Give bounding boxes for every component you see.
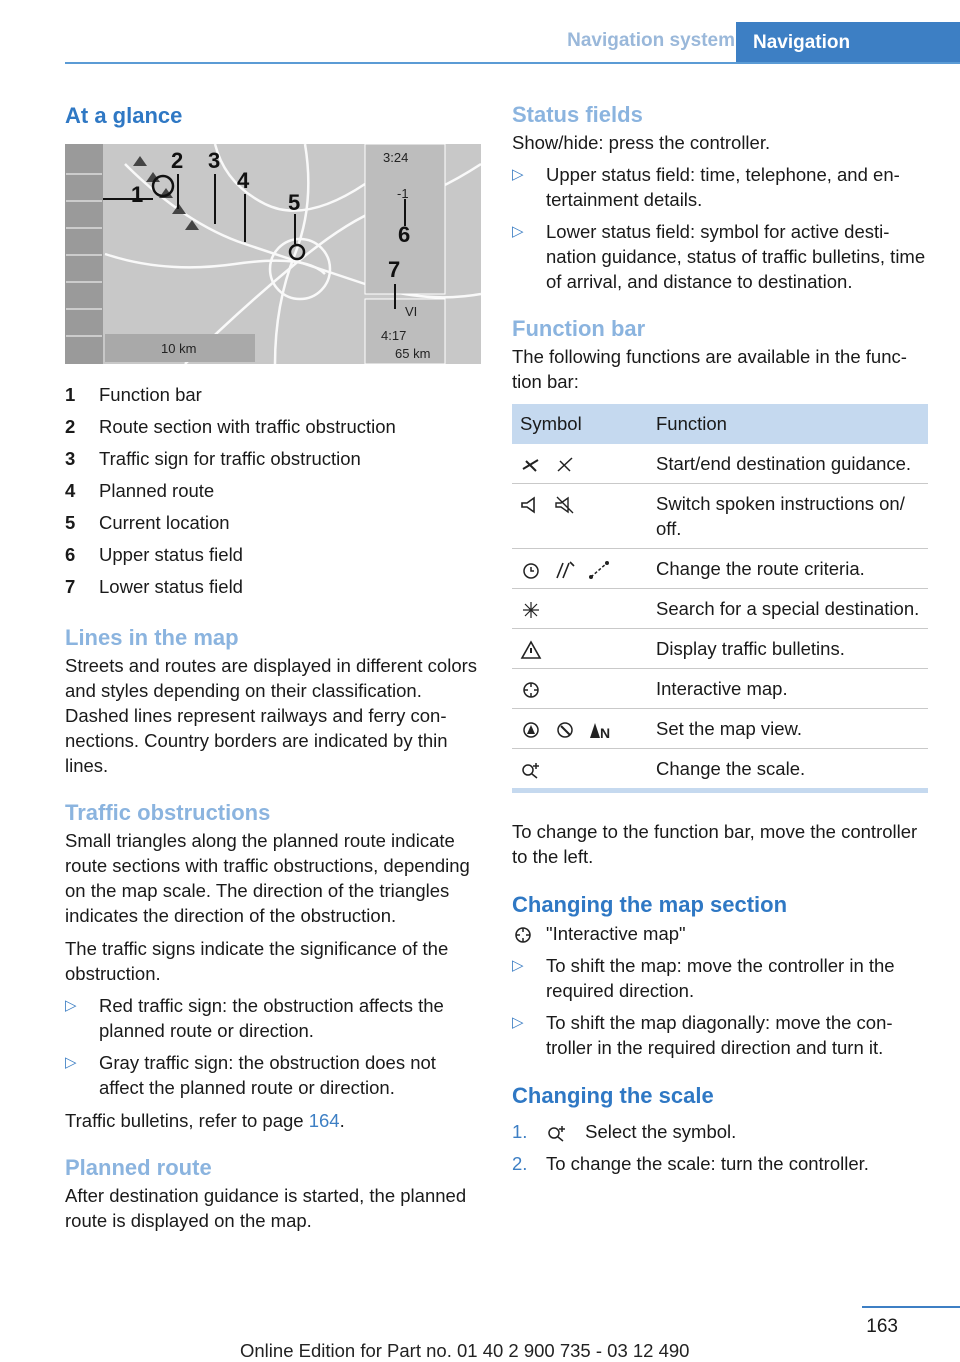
legend-item: 5 Current location [65,512,230,533]
traffic-text-1: Small triangles along the planned route indicate route sections with traffic obstructions, depending on the map scale. The direction of the triangles indicates the direction of the obstruction. [65,830,470,926]
traffic-text-2: The traffic signs indicate the significance of the obstruction. [65,938,449,984]
chapter-tab: Navigation [736,22,960,62]
zoom-icon [546,1123,568,1143]
warning-icon [520,640,542,660]
guidance-on-icon [520,455,542,475]
function-table [512,404,928,793]
bulletins-reference: Traffic bulletins, refer to page 164. [65,1110,345,1131]
page-link[interactable]: 164 [308,1110,340,1131]
map-level: -1 [397,186,409,201]
map-distance: 65 km [395,346,431,361]
map-legend [65,379,481,603]
map-vi: VI [405,304,418,319]
route-criteria-icon [554,560,576,580]
map-arrival: 4:17 [381,328,407,343]
change-function-bar-text: To change to the function bar, move the controller to the left. [512,821,918,867]
speaker-on-icon [520,495,542,515]
planned-route-text: After destination guidance is started, the planned route is displayed on the map. [65,1185,467,1231]
clock-icon [520,560,542,580]
footer-rule [862,1306,960,1308]
legend-item: 3 Traffic sign for traffic obstruction [65,448,361,469]
section-label: Navigation system [567,30,735,51]
callout-3: 3 [208,148,221,173]
perspective-icon [520,720,542,740]
bullet-item: ▷ Upper status field: time, telephone, and entertainment details. [512,164,900,210]
page-header [65,0,960,64]
legend-item: 1 Function bar [65,384,202,405]
zoom-icon [520,760,542,780]
map-section-heading: Changing the map section [512,892,788,917]
status-text: Show/hide: press the controller. [512,132,771,153]
guidance-off-icon [554,455,576,475]
right-column [512,100,928,1176]
interactive-map-line: "Interactive map" [512,921,928,946]
map-time: 3:24 [383,150,409,165]
table-row: Search for a special destination. [512,589,928,629]
navigation-map-image [65,144,481,364]
direction-icon [554,720,576,740]
scale-heading: Changing the scale [512,1083,714,1108]
map-scale: 10 km [161,341,197,356]
planned-route-heading: Planned route [65,1155,212,1180]
legend-item: 2 Route section with traffic obstruction [65,416,396,437]
legend-item: 4 Planned route [65,480,215,501]
bullet-item: ▷ Lower status field: symbol for active destination guidance, status of traffic bulletins, time of arrival, and distance to destination. [512,221,926,292]
legend-item: 7 Lower status field [65,576,243,597]
bullet-item: ▷ Red traffic sign: the obstruction affects the planned route or direction. [65,995,444,1041]
callout-5: 5 [288,190,301,215]
speaker-off-icon [554,495,576,515]
step-item: 1. Select the symbol. [512,1121,737,1142]
callout-2: 2 [171,148,184,173]
table-row: Interactive map. [512,669,928,709]
callout-7: 7 [388,257,401,282]
route-line-icon [588,560,610,580]
traffic-heading: Traffic obstructions [65,800,271,825]
special-destination-icon [520,600,542,620]
lines-text: Streets and routes are displayed in different colors and styles depending on their classification. Dashed lines represent railways and ferry connections. Country borders are indicated by thin lines. [65,655,478,776]
page-number: 163 [866,1316,898,1337]
at-a-glance-heading: At a glance [65,103,183,128]
table-header: Symbol Function [512,404,928,444]
edition-text: Online Edition for Part no. 01 40 2 900 735 - 03 12 490 [240,1340,690,1361]
table-row: Start/end destination guidance. [512,444,928,484]
table-row: Display traffic bulletins. [512,629,928,669]
bullet-item: ▷ To shift the map diagonally: move the controller in the required direction and turn it. [512,1012,893,1058]
callout-6: 6 [398,222,411,247]
page-footer [0,1316,960,1362]
table-row: Change the route criteria. [512,549,928,589]
step-item: 2. To change the scale: turn the controller. [512,1153,869,1174]
bullet-item: ▷ Gray traffic sign: the obstruction does not affect the planned route or direction. [65,1052,436,1098]
callout-1: 1 [131,182,144,207]
legend-item: 6 Upper status field [65,544,243,565]
crosshair-icon [520,680,542,700]
status-heading: Status fields [512,102,643,127]
lines-heading: Lines in the map [65,625,239,650]
table-row: N Set the map view. [512,709,928,749]
table-row: Switch spoken instructions on/ off. [512,484,928,549]
table-row: Change the scale. [512,749,928,791]
bullet-item: ▷ To shift the map: move the controller in the required direction. [512,955,895,1001]
left-column [65,100,481,1233]
north-icon [588,720,610,740]
callout-4: 4 [237,168,250,193]
function-bar-heading: Function bar [512,316,646,341]
svg-text:N: N [600,725,610,741]
function-bar-text: The following functions are available in the function bar: [512,346,907,392]
crosshair-icon [512,925,534,945]
